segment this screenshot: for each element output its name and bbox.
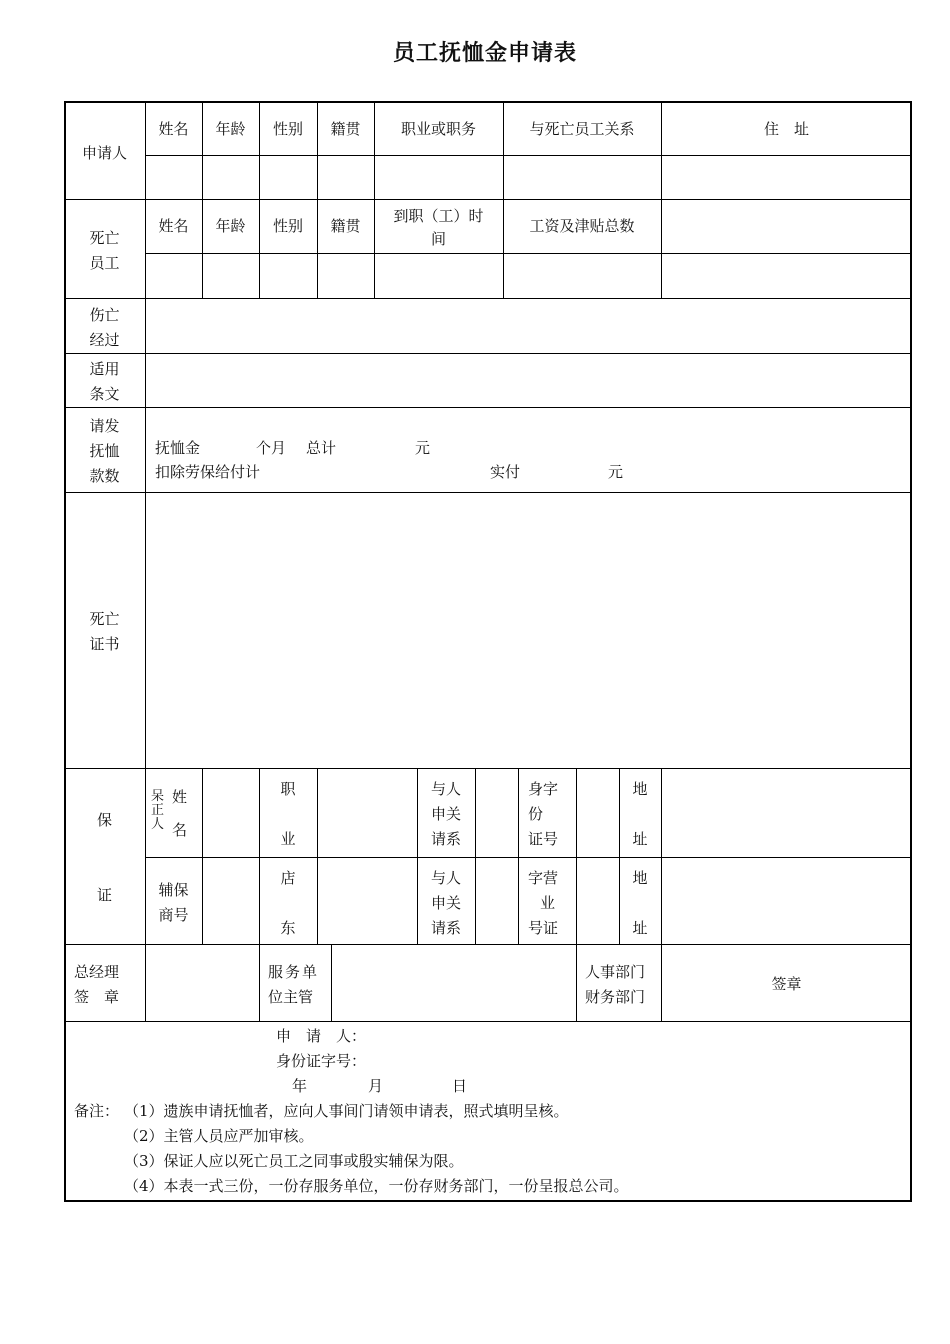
applicant-relation-header: 与死亡员工关系 [529, 120, 635, 138]
shop-rel-3: 请系 [430, 919, 461, 937]
applicant-label: 申请人 [81, 144, 127, 162]
rule [64, 944, 912, 945]
deceased-hire-date-header-2: 间 [430, 230, 446, 248]
unit-label-1: 服务单 [268, 963, 320, 981]
rule [145, 155, 912, 156]
guarantor-id-2: 份 [528, 805, 544, 823]
license-label-1: 字营 [528, 869, 559, 887]
deduction-text: 扣除劳保给付计 [155, 463, 261, 481]
rule [64, 492, 912, 493]
rule [64, 1021, 912, 1022]
page-title: 员工抚恤金申请表 [392, 41, 577, 66]
guarantor-job-2: 业 [280, 830, 296, 848]
deceased-age-header: 年龄 [215, 217, 246, 235]
applicant-hometown-header: 籍贯 [330, 120, 361, 138]
yuan-text: 元 [415, 439, 431, 457]
deceased-hometown-header: 籍贯 [330, 217, 361, 235]
rule [145, 253, 912, 254]
total-text: 总计 [306, 439, 337, 457]
finance-dept-label: 财务部门 [585, 988, 646, 1006]
guarantor-addr-2: 址 [632, 830, 648, 848]
shop-label-1: 辅保 [158, 881, 189, 899]
shop-label-2: 商号 [158, 906, 189, 924]
rule [64, 407, 912, 408]
rule [64, 298, 912, 299]
guarantor-rel-1: 与人 [430, 780, 461, 798]
injury-label-2: 经过 [89, 331, 120, 349]
shop-addr-1: 地 [632, 869, 648, 887]
rule [317, 768, 318, 944]
rule [202, 768, 203, 944]
shop-addr-2: 址 [632, 919, 648, 937]
pension-text: 抚恤金 [155, 439, 201, 457]
deceased-hire-date-header: 到职（工）时 [393, 207, 484, 225]
gm-label-1: 总经理 [74, 963, 120, 981]
guarantor-name-2: 名 [172, 821, 188, 839]
footer-year: 年 [292, 1077, 308, 1095]
guarantor-job-1: 职 [280, 780, 296, 798]
hr-dept-label: 人事部门 [585, 963, 646, 981]
note-2: （2）主管人员应严加审核。 [124, 1127, 314, 1145]
note-4: （4）本表一式三份，一份存服务单位，一份存财务部门，一份呈报总公司。 [124, 1177, 629, 1195]
actual-paid-text: 实付 [490, 463, 521, 481]
rule [64, 353, 912, 354]
guarantor-addr-1: 地 [632, 780, 648, 798]
certificate-label-2: 证书 [89, 635, 120, 653]
deceased-label-2: 员工 [89, 254, 120, 272]
rule [64, 199, 912, 200]
guarantor-name-1: 姓 [172, 788, 188, 806]
payment-label-2: 抚恤 [89, 442, 120, 460]
yuan-text-2: 元 [608, 463, 624, 481]
seal-label: 签章 [771, 975, 802, 993]
deceased-label-1: 死亡 [89, 229, 120, 247]
payment-label-3: 款数 [89, 467, 120, 485]
application-form [64, 101, 912, 1202]
rule [576, 768, 577, 1021]
guarantor-small-1: 呆 [151, 789, 165, 804]
footer-month: 月 [368, 1077, 384, 1095]
deceased-gender-header: 性别 [272, 217, 303, 235]
guarantor-id-1: 身字 [528, 780, 559, 798]
footer-applicant: 申 请 人： [276, 1027, 367, 1045]
payment-label-1: 请发 [89, 417, 120, 435]
license-label-3: 号证 [528, 919, 559, 937]
shop-rel-1: 与人 [430, 869, 461, 887]
owner-label-1: 店 [280, 869, 296, 887]
guarantee-label-1: 保 [96, 811, 112, 829]
note-3: （3）保证人应以死亡员工之同事或殷实辅保为限。 [124, 1152, 464, 1170]
shop-rel-2: 申关 [430, 894, 461, 912]
footer-id-number: 身份证字号： [276, 1052, 367, 1070]
rule [259, 768, 260, 1021]
guarantor-rel-2: 申关 [430, 805, 461, 823]
rule [475, 768, 476, 944]
applicant-address-header: 住 址 [763, 120, 809, 138]
guarantor-id-3: 证号 [528, 830, 559, 848]
unit-label-2: 位主管 [268, 988, 314, 1006]
guarantor-rel-3: 请系 [430, 830, 461, 848]
rule [331, 944, 332, 1021]
deceased-name-header: 姓名 [158, 217, 189, 235]
footer-day: 日 [452, 1077, 468, 1095]
certificate-label-1: 死亡 [89, 610, 120, 628]
license-label-2: 业 [540, 894, 556, 912]
rule [64, 768, 912, 769]
months-text: 个月 [256, 439, 287, 457]
applicant-name-header: 姓名 [158, 120, 189, 138]
injury-label-1: 伤亡 [89, 306, 120, 324]
note-1: （1）遗族申请抚恤者，应向人事间门请领申请表，照式填明呈核。 [124, 1102, 569, 1120]
rule [145, 857, 912, 858]
gm-label-2: 签 章 [74, 988, 120, 1006]
guarantor-small-2: 正 [151, 803, 165, 818]
rule [518, 768, 519, 944]
applicant-occupation-header: 职业或职务 [400, 120, 476, 138]
notes-label: 备注： [74, 1102, 120, 1120]
applicant-gender-header: 性别 [272, 120, 303, 138]
clause-label-2: 条文 [89, 385, 120, 403]
deceased-salary-header: 工资及津贴总数 [529, 217, 635, 235]
applicant-age-header: 年龄 [215, 120, 246, 138]
guarantee-label-2: 证 [96, 886, 112, 904]
guarantor-small-3: 人 [151, 817, 165, 832]
clause-label-1: 适用 [89, 360, 120, 378]
owner-label-2: 东 [280, 919, 296, 937]
